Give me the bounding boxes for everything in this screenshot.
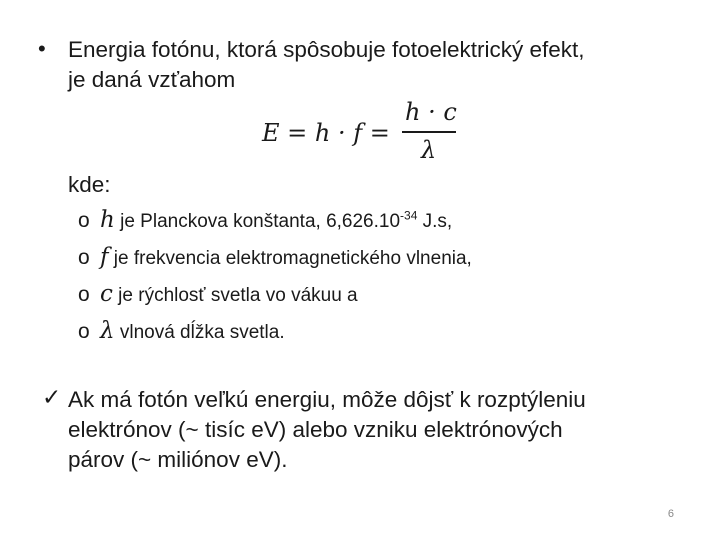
definition-c-text: je rýchlosť svetla vo vákuu a (112, 285, 358, 306)
sub-bullet-marker: o (78, 246, 90, 269)
sub-bullet-marker: o (78, 320, 90, 343)
definition-c (100, 279, 358, 311)
bullet-marker: • (38, 36, 46, 61)
definition-f-text: je frekvencia elektromagnetického vlnenia, (108, 248, 472, 269)
definition-lambda (100, 316, 285, 348)
equation-denominator: λ (421, 136, 437, 164)
bullet2-line1: Ak má fotón veľkú energiu, môže dôjsť k rozptýleniu (68, 387, 586, 412)
bullet1-line1: Energia fotónu, ktorá spôsobuje fotoelektrický efekt, (68, 37, 585, 62)
bullet2-line3: párov (~ miliónov eV). (68, 447, 288, 472)
symbol-h: h (100, 207, 115, 233)
exponent: -34 (400, 208, 418, 223)
sub-bullet-marker: o (78, 283, 90, 306)
definition-lambda-text: vlnová dĺžka svetla. (114, 322, 285, 343)
definition-f (100, 242, 472, 274)
bullet2-line2: elektrónov (~ tisíc eV) alebo vzniku elektrónových (68, 417, 563, 442)
equation-lhs: E = h · f = (262, 119, 390, 147)
definition-h-unit: J.s, (417, 211, 453, 232)
symbol-c: c (100, 281, 113, 307)
kde-label: kde: (68, 172, 111, 197)
checkmark-icon: ✓ (42, 384, 62, 410)
symbol-lambda: λ (100, 318, 115, 344)
bullet1-line2: je daná vzťahom (68, 67, 236, 92)
fraction-bar (402, 131, 456, 133)
definition-h (100, 205, 452, 237)
symbol-f: f (100, 244, 109, 270)
definition-h-text: je Planckova konštanta, 6,626.10 (114, 211, 401, 232)
equation-numerator: h · c (405, 98, 457, 126)
page-number: 6 (667, 508, 674, 520)
sub-bullet-marker: o (78, 209, 90, 232)
